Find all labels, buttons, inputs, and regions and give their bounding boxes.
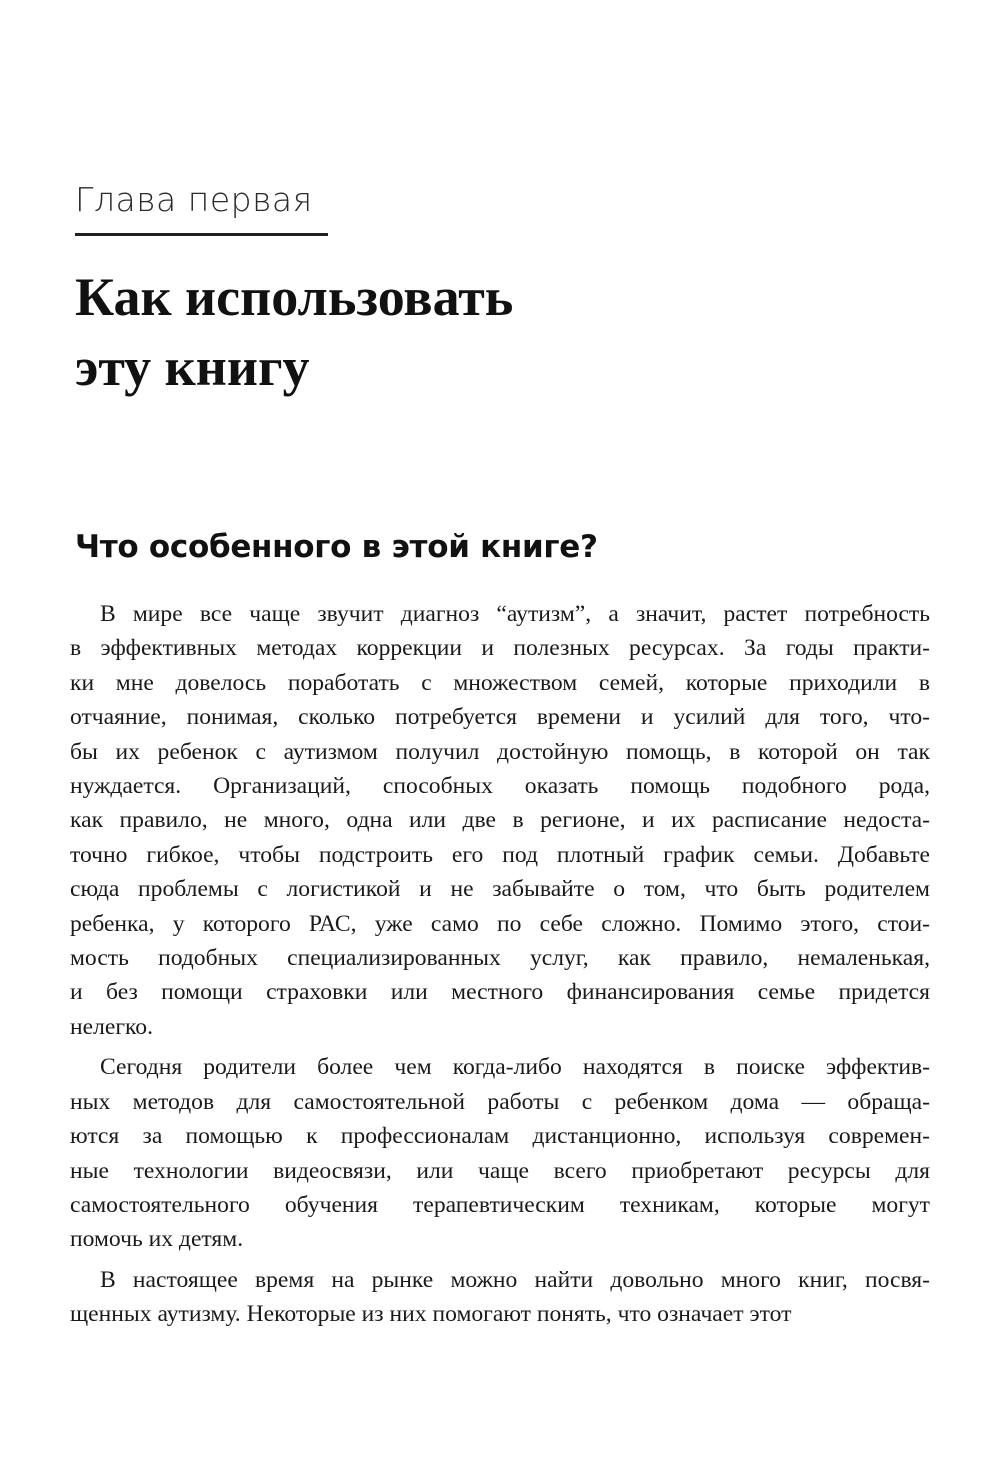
chapter-title-line-1: Как использовать	[75, 267, 514, 327]
text-line: точно гибкое, чтобы подстроить его под плотный график семьи. Добавьте	[70, 841, 930, 868]
text-line: В мире все чаще звучит диагноз “аутизм”, а значит, растет потребность	[100, 601, 930, 627]
paragraph	[70, 1263, 930, 1332]
text-line: щенных аутизму. Некоторые из них помогают понять, что означает этот	[70, 1301, 792, 1328]
text-line: сюда проблемы с логистикой и не забывайте о том, что быть родителем	[70, 876, 930, 903]
text-line: самостоятельного обучения терапевтическим техникам, которые могут	[70, 1191, 930, 1218]
text-line: мость подобных специализированных услуг, как правило, немаленькая,	[70, 945, 930, 972]
text-line: помочь их детям.	[70, 1226, 244, 1253]
text-line: В настоящее время на рынке можно найти довольно много книг, посвя-	[100, 1266, 930, 1293]
text-line: ных методов для самостоятельной работы с ребенком дома — обраща-	[70, 1088, 930, 1115]
text-line: ребенка, у которого РАС, уже само по себе сложно. Помимо этого, стои-	[70, 910, 930, 937]
paragraph	[70, 597, 930, 1044]
text-line: ные технологии видеосвязи, или чаще всего приобретают ресурсы для	[70, 1157, 930, 1184]
text-line: отчаяние, понимая, сколько потребуется времени и усилий для того, что-	[70, 704, 930, 731]
text-line: как правило, не много, одна или две в регионе, и их расписание недоста-	[70, 807, 930, 834]
text-line: и без помощи страховки или местного финансирования семье придется	[70, 979, 930, 1006]
chapter-label: Глава первая	[75, 180, 313, 219]
text-line: в эффективных методах коррекции и полезных ресурсах. За годы практи-	[70, 635, 930, 662]
section-title: Что особенного в этой книге?	[75, 529, 598, 565]
text-line: нелегко.	[70, 1013, 153, 1040]
chapter-title-line-2: эту книгу	[75, 337, 310, 397]
text-line: Сегодня родители более чем когда-либо находятся в поиске эффектив-	[100, 1054, 930, 1081]
paragraph	[70, 1050, 930, 1256]
chapter-underline	[75, 233, 328, 236]
text-line: нуждается. Организаций, способных оказать помощь подобного рода,	[70, 773, 930, 800]
text-line: ются за помощью к профессионалам дистанционно, используя современ-	[70, 1123, 930, 1150]
chapter-title	[75, 262, 875, 402]
text-line: ки мне довелось поработать с множеством семей, которые приходили в	[70, 669, 930, 696]
text-line: бы их ребенок с аутизмом получил достойную помощь, в которой он так	[70, 738, 930, 765]
body-text	[70, 597, 930, 1338]
